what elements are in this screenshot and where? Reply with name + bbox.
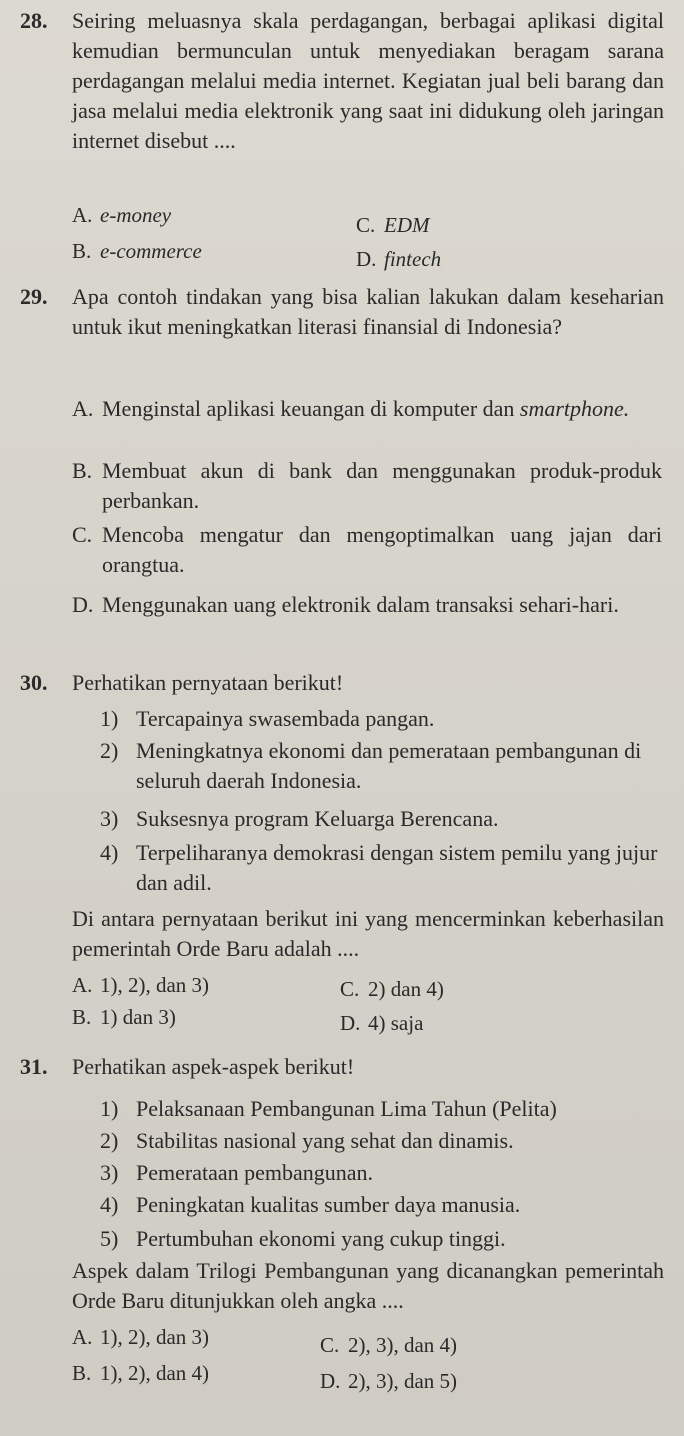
statement-item: 1) Tercapainya swasembada pangan. [100, 706, 435, 731]
question-number: 29. [20, 284, 48, 309]
statement-item: 2) Meningkatnya ekonomi dan pemerataan pembangunan di seluruh daerah Indonesia. [100, 738, 642, 793]
question-prompt: Aspek dalam Trilogi Pembangunan yang dicanangkan pemerintah Orde Baru ditunjukkan oleh angka .... [72, 1258, 664, 1313]
question-text: Seiring meluasnya skala perdagangan, berbagai aplikasi digital kemudian bermunculan untuk menyediakan beragam sarana perdagangan melalui media internet. Kegiatan jual beli barang dan jasa melalui media elektronik yang saat ini didukung oleh jaringan internet disebut .... [72, 8, 664, 153]
option-a[interactable]: A. e-money [72, 203, 172, 227]
option-b[interactable]: B. Membuat akun di bank dan menggunakan produk-produk perbankan. [72, 458, 662, 513]
option-b[interactable]: B. 1) dan 3) [72, 1005, 176, 1029]
question-text: Perhatikan aspek-aspek berikut! [72, 1054, 355, 1079]
option-d[interactable]: D. fintech [356, 247, 442, 271]
aspect-item: 4) Peningkatan kualitas sumber daya manusia. [100, 1192, 521, 1217]
aspect-item: 3) Pemerataan pembangunan. [100, 1160, 374, 1185]
question-text: Apa contoh tindakan yang bisa kalian lakukan dalam keseharian untuk ikut meningkatkan literasi finansial di Indonesia? [72, 284, 664, 339]
question-text: Perhatikan pernyataan berikut! [72, 670, 344, 695]
option-c[interactable]: C. Mencoba mengatur dan mengoptimalkan uang jajan dari orangtua. [72, 522, 662, 577]
question-prompt: Di antara pernyataan berikut ini yang mencerminkan keberhasilan pemerintah Orde Baru adalah .... [72, 906, 664, 961]
aspect-item: 1) Pelaksanaan Pembangunan Lima Tahun (Pelita) [100, 1096, 557, 1121]
aspect-item: 2) Stabilitas nasional yang sehat dan dinamis. [100, 1128, 514, 1153]
question-number: 30. [20, 670, 48, 695]
option-d[interactable]: D. Menggunakan uang elektronik dalam transaksi sehari-hari. [72, 592, 619, 617]
statement-item: 3) Suksesnya program Keluarga Berencana. [100, 806, 499, 831]
option-a[interactable]: A. 1), 2), dan 3) [72, 973, 210, 997]
option-c[interactable]: C. 2), 3), dan 4) [320, 1333, 458, 1357]
option-b[interactable]: B. 1), 2), dan 4) [72, 1361, 210, 1385]
option-a[interactable]: A. 1), 2), dan 3) [72, 1325, 210, 1349]
question-number: 28. [20, 8, 48, 33]
option-a[interactable]: A. Menginstal aplikasi keuangan di komputer dan smartphone. [72, 396, 630, 421]
statement-item: 4) Terpeliharanya demokrasi dengan sistem pemilu yang jujur dan adil. [100, 840, 658, 895]
option-d[interactable]: D. 2), 3), dan 5) [320, 1369, 458, 1393]
question-number: 31. [20, 1054, 48, 1079]
option-d[interactable]: D. 4) saja [340, 1011, 424, 1035]
option-c[interactable]: C. 2) dan 4) [340, 977, 444, 1001]
aspect-item: 5) Pertumbuhan ekonomi yang cukup tinggi. [100, 1226, 506, 1251]
option-b[interactable]: B. e-commerce [72, 239, 202, 263]
option-c[interactable]: C. EDM [356, 213, 430, 237]
